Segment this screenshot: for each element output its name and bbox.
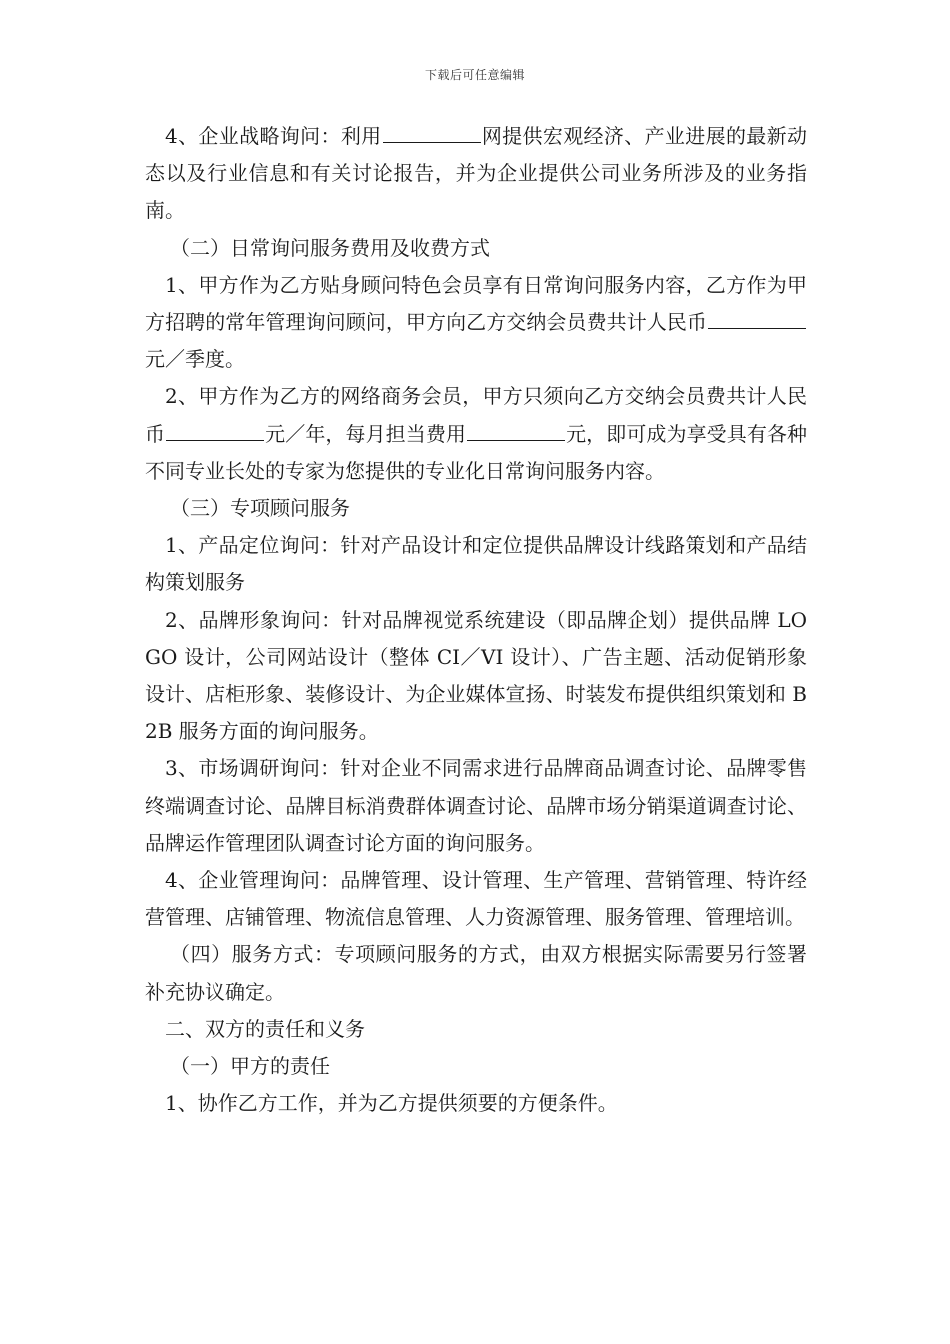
fill-in-blank [166, 439, 264, 441]
paragraph-strategy-consulting [145, 118, 807, 230]
paragraph-cooperation: 1、协作乙方工作，并为乙方提供须要的方便条件。 [165, 1091, 618, 1116]
paragraph-fee-annual [145, 378, 807, 490]
section-heading-special-services: （三）专项顾问服务 [170, 496, 350, 521]
paragraph-text: 元，即可成为享受具有各种不同专业长处的专家为您提供的专业化日常询问服务内容。 [145, 421, 808, 483]
page-header: 下载后可任意编辑 [424, 68, 525, 82]
paragraph-text: 元／年，每月担当费用 [265, 421, 467, 446]
section-heading-daily-fees: （二）日常询问服务费用及收费方式 [170, 235, 490, 260]
paragraph-brand-image: 2、品牌形象询问：针对品牌视觉系统建设（即品牌企划）提供品牌 LOGO 设计，公司网站设计（整体 CI／VI 设计）、广告主题、活动促销形象设计、店柜形象、装修设计、为企业媒体宣扬、时装发布提供组织策划和 B2B 服务方面的询问服务。 [145, 607, 807, 744]
paragraph-service-method: （四）服务方式：专项顾问服务的方式，由双方根据实际需要另行签署补充协议确定。 [145, 942, 807, 1004]
paragraph-text: 2、甲方作为乙方的网络商务会员，甲方只须向乙方交纳会员费共计人民币 [145, 384, 807, 446]
fill-in-blank [383, 141, 481, 143]
paragraph-text: 元／季度。 [145, 347, 245, 372]
fill-in-blank [708, 327, 806, 329]
paragraph-fee-quarterly [145, 267, 807, 379]
paragraph-text: 1、甲方作为乙方贴身顾问特色会员享有日常询问服务内容，乙方作为甲方招聘的常年管理询问顾问，甲方向乙方交纳会员费共计人民币 [145, 272, 807, 335]
fill-in-blank [467, 439, 565, 441]
paragraph-text: 4、企业战略询问：利用 [165, 124, 382, 148]
section-heading-responsibilities: 二、双方的责任和义务 [165, 1016, 365, 1041]
paragraph-enterprise-management: 4、企业管理询问：品牌管理、设计管理、生产管理、营销管理、特许经营管理、店铺管理、物流信息管理、人力资源管理、服务管理、管理培训。 [145, 868, 807, 930]
paragraph-product-positioning: 1、产品定位询问：针对产品设计和定位提供品牌设计线路策划和产品结构策划服务 [145, 533, 807, 595]
paragraph-text: 网提供宏观经济、产业进展的最新动态以及行业信息和有关讨论报告，并为企业提供公司业务所涉及的业务指南。 [145, 124, 807, 223]
document-body [145, 118, 807, 1122]
section-heading-party-a: （一）甲方的责任 [170, 1054, 330, 1079]
paragraph-market-research: 3、市场调研询问：针对企业不同需求进行品牌商品调查讨论、品牌零售终端调查讨论、品牌目标消费群体调查讨论、品牌市场分销渠道调查讨论、品牌运作管理团队调查讨论方面的询问服务。 [145, 756, 807, 855]
